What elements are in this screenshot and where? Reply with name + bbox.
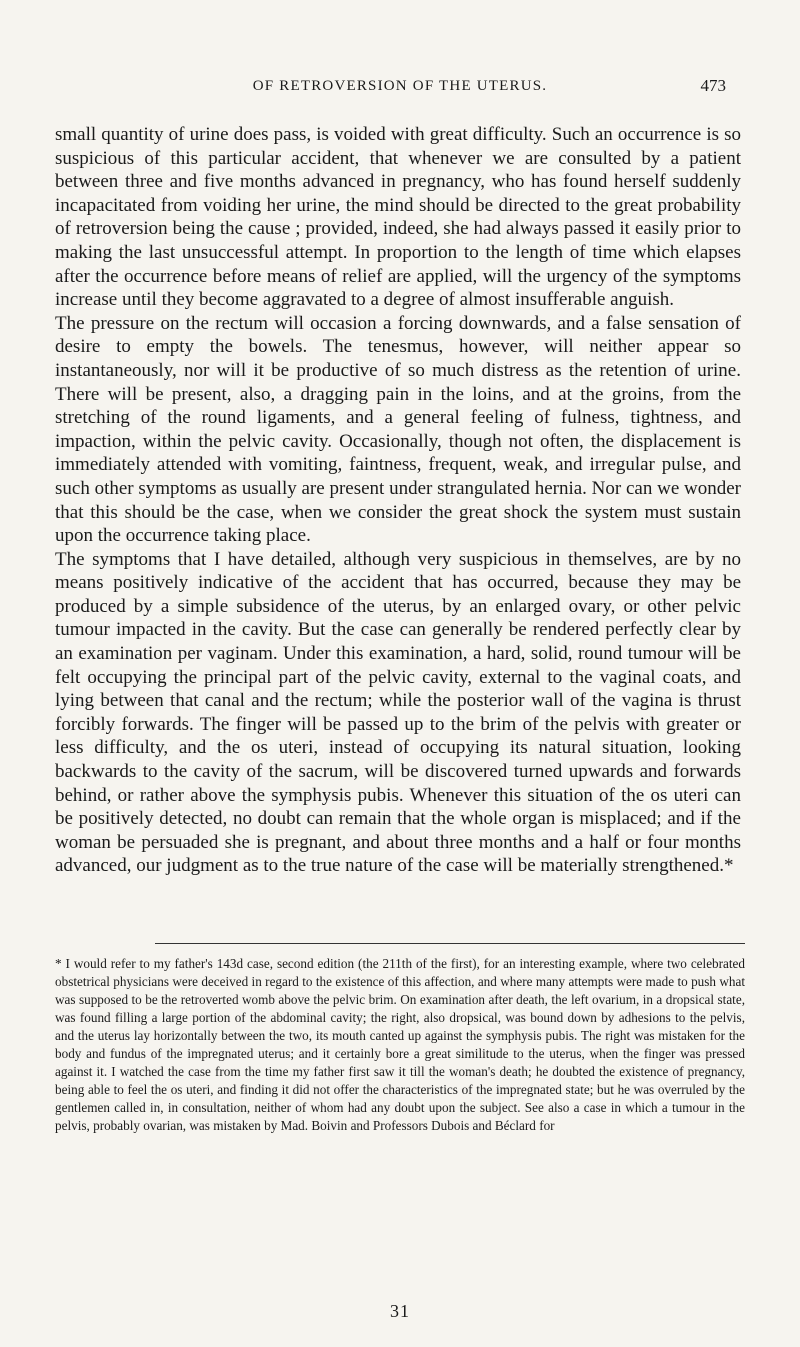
footnote-divider bbox=[155, 943, 745, 944]
footnote: * I would refer to my father's 143d case, second edition (the 211th of the first), for an interesting example, where two celebrated obstetrical physicians were deceived in regard to the existence of this affection, and where many attempts were made to push what was supposed to be the retroverted womb above the pelvic brim. On examination after death, the left ovarium, in a dropsical state, was found filling a large portion of the abdominal cavity; the right, also dropsical, was bound down by adhesions to the pelvis, and the uterus lay horizontally between the two, its mouth canted up against the symphysis pubis. The right was mistaken for the body and fundus of the impregnated uterus; and it certainly bore a great similitude to the uterus, when the finger was pressed against it. I watched the case from the time my father first saw it till the woman's death; he doubted the existence of pregnancy, being able to feel the os uteri, and finding it did not offer the characteristics of the impregnated state; but he was overruled by the gentlemen called in, in consultation, neither of whom had any doubt upon the subject. See also a case in which a tumour in the pelvis, probably ovarian, was mistaken by Mad. Boivin and Professors Dubois and Béclard for bbox=[55, 956, 745, 1133]
paragraph-3: The symptoms that I have detailed, although very suspicious in themselves, are by no means positively indicative of the accident that has occurred, because they may be produced by a simple subsidence of the uterus, by an enlarged ovary, or other pelvic tumour impacted in the cavity. But the case can generally be rendered perfectly clear by an examination per vaginam. Under this examination, a hard, solid, round tumour will be felt occupying the principal part of the pelvic cavity, external to the vaginal coats, and lying between that canal and the rectum; while the posterior wall of the vagina is thrust forcibly forwards. The finger will be passed up to the brim of the pelvis with greater or less difficulty, and the os uteri, instead of occupying its natural situation, looking backwards to the cavity of the sacrum, will be discovered turned upwards and forwards behind, or rather above the symphysis pubis. Whenever this situation of the os uteri can be positively detected, no doubt can remain that the whole organ is misplaced; and if the woman be persuaded she is pregnant, and about three months and a half or four months advanced, our judgment as to the true nature of the case will be materially strengthened.* bbox=[55, 548, 741, 877]
signature-mark: 31 bbox=[390, 1301, 410, 1321]
body-text bbox=[55, 123, 741, 878]
paragraph-2: The pressure on the rectum will occasion a forcing downwards, and a false sensation of desire to empty the bowels. The tenesmus, however, will neither appear so instantaneously, nor will it be productive of so much distress as the retention of urine. There will be present, also, a dragging pain in the loins, and at the groins, from the stretching of the round ligaments, and a general feeling of fulness, tightness, and impaction, within the pelvic cavity. Occasionally, though not often, the displacement is immediately attended with vomiting, faintness, frequent, weak, and irregular pulse, and such other symptoms as usually are present under strangulated hernia. Nor can we wonder that this should be the case, when we consider the great shock the system must sustain upon the occurrence taking place. bbox=[55, 312, 741, 547]
page-number: 473 bbox=[700, 76, 726, 95]
running-title: OF RETROVERSION OF THE UTERUS. bbox=[252, 78, 548, 94]
paragraph-1: small quantity of urine does pass, is voided with great difficulty. Such an occurrence is so suspicious of this particular accident, that whenever we are consulted by a patient between three and five months advanced in pregnancy, who has found herself suddenly incapacitated from voiding her urine, the mind should be directed to the great probability of retroversion being the cause ; provided, indeed, she had always passed it easily prior to making the last unsuccessful attempt. In proportion to the length of time which elapses after the occurrence before means of relief are applied, will the urgency of the symptoms increase until they become aggravated to a degree of almost insufferable anguish. bbox=[55, 124, 741, 311]
running-head bbox=[70, 76, 730, 100]
